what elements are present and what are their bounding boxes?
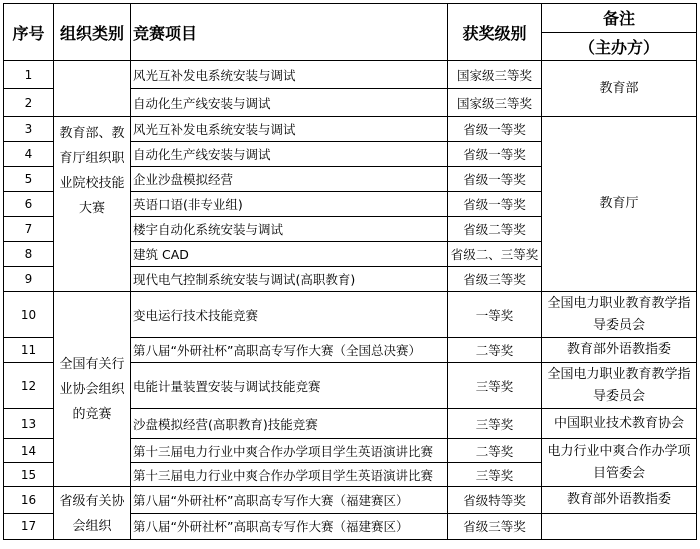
remark-cell: 教育厅 <box>542 117 697 292</box>
remark-cell-blank <box>542 513 697 540</box>
remark-cell: 教育部 <box>542 61 697 117</box>
row-index: 2 <box>4 89 54 117</box>
header-award: 获奖级别 <box>448 4 542 61</box>
row-project: 自动化生产线安装与调试 <box>131 89 448 117</box>
row-award: 省级三等奖 <box>448 513 542 540</box>
row-project: 企业沙盘模拟经营 <box>131 167 448 192</box>
row-index: 12 <box>4 363 54 409</box>
row-index: 5 <box>4 167 54 192</box>
table-row <box>4 487 697 514</box>
row-index: 6 <box>4 192 54 217</box>
row-project: 风光互补发电系统安装与调试 <box>131 61 448 89</box>
row-index: 14 <box>4 439 54 463</box>
row-award: 省级二、三等奖 <box>448 242 542 267</box>
row-project: 变电运行技术技能竞赛 <box>131 292 448 338</box>
row-award: 国家级三等奖 <box>448 89 542 117</box>
remark-cell: 电力行业中爽合作办学项目管委会 <box>542 439 697 487</box>
row-index: 17 <box>4 513 54 540</box>
row-award: 三等奖 <box>448 463 542 487</box>
row-project: 沙盘模拟经营(高职教育)技能竞赛 <box>131 409 448 439</box>
header-category: 组织类别 <box>54 4 131 61</box>
table-row <box>4 117 697 142</box>
row-award: 省级二等奖 <box>448 217 542 242</box>
header-remark-subtitle: （主办方） <box>542 32 696 58</box>
row-index: 16 <box>4 487 54 514</box>
remark-cell: 全国电力职业教育教学指导委员会 <box>542 363 697 409</box>
row-project: 楼宇自动化系统安装与调试 <box>131 217 448 242</box>
row-award: 省级特等奖 <box>448 487 542 514</box>
row-project: 英语口语(非专业组) <box>131 192 448 217</box>
row-project: 第十三届电力行业中爽合作办学项目学生英语演讲比赛 <box>131 463 448 487</box>
row-index: 13 <box>4 409 54 439</box>
row-index: 4 <box>4 142 54 167</box>
row-index: 15 <box>4 463 54 487</box>
table-row <box>4 61 697 89</box>
row-project: 现代电气控制系统安装与调试(高职教育) <box>131 267 448 292</box>
category-cell: 全国有关行业协会组织的竞赛 <box>54 292 131 487</box>
category-cell: 省级有关协会组织 <box>54 487 131 540</box>
remark-cell: 中国职业技术教育协会 <box>542 409 697 439</box>
row-project: 自动化生产线安装与调试 <box>131 142 448 167</box>
row-project: 第十三届电力行业中爽合作办学项目学生英语演讲比赛 <box>131 439 448 463</box>
remark-cell: 教育部外语教指委 <box>542 338 697 363</box>
row-award: 一等奖 <box>448 292 542 338</box>
row-award: 三等奖 <box>448 363 542 409</box>
row-index: 1 <box>4 61 54 89</box>
row-project: 第八届“外研社杯”高职高专写作大赛（福建赛区） <box>131 513 448 540</box>
category-cell-blank <box>54 61 131 117</box>
header-index: 序号 <box>4 4 54 61</box>
header-project: 竞赛项目 <box>131 4 448 61</box>
row-award: 二等奖 <box>448 338 542 363</box>
header-remark <box>542 4 697 61</box>
row-project: 第八届“外研社杯”高职高专写作大赛（全国总决赛） <box>131 338 448 363</box>
row-index: 9 <box>4 267 54 292</box>
row-award: 省级一等奖 <box>448 117 542 142</box>
header-row <box>4 4 697 61</box>
row-index: 3 <box>4 117 54 142</box>
remark-cell: 全国电力职业教育教学指导委员会 <box>542 292 697 338</box>
row-award: 省级一等奖 <box>448 192 542 217</box>
awards-table <box>3 3 697 540</box>
row-index: 7 <box>4 217 54 242</box>
row-index: 11 <box>4 338 54 363</box>
table-row <box>4 292 697 338</box>
row-award: 省级一等奖 <box>448 142 542 167</box>
category-cell: 教育部、教育厅组织职业院校技能大赛 <box>54 117 131 292</box>
row-project: 第八届“外研社杯”高职高专写作大赛（福建赛区） <box>131 487 448 514</box>
row-project: 电能计量装置安装与调试技能竞赛 <box>131 363 448 409</box>
row-award: 三等奖 <box>448 409 542 439</box>
row-index: 8 <box>4 242 54 267</box>
row-award: 省级一等奖 <box>448 167 542 192</box>
header-remark-title: 备注 <box>602 9 635 28</box>
row-project: 风光互补发电系统安装与调试 <box>131 117 448 142</box>
row-award: 国家级三等奖 <box>448 61 542 89</box>
row-award: 二等奖 <box>448 439 542 463</box>
row-project: 建筑 CAD <box>131 242 448 267</box>
row-index: 10 <box>4 292 54 338</box>
row-award: 省级三等奖 <box>448 267 542 292</box>
remark-cell: 教育部外语教指委 <box>542 487 697 514</box>
